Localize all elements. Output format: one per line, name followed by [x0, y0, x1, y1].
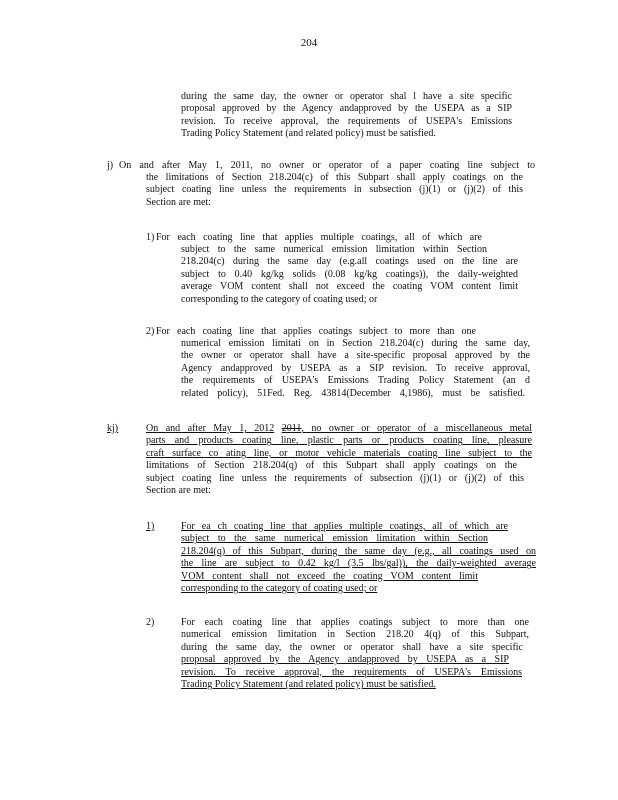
text-line: 218.204(c) during the same day (e.g.all coatings used on the line are — [181, 256, 518, 268]
text-line: the line are subject to 0.42 kg/l (3.5 lbs/gal)), the daily-weighted average — [181, 558, 536, 570]
text-line: For each coating line that applies coatings subject to more than one — [156, 326, 476, 337]
struck-text: 2011 — [281, 423, 302, 434]
text-line: limitations of Section 218.204(q) of this Subpart shall apply coatings on the — [146, 460, 517, 472]
text-line: On and after May 1, 2011, no owner or operator of a paper coating line subject to — [119, 160, 535, 171]
item-k2-label: 2) — [146, 617, 155, 628]
section-k-label-text: kj) — [107, 423, 119, 434]
section-k-intro — [146, 423, 532, 497]
text-line: numerical emission limitati on in Section 218.204(c) during the same day, — [181, 338, 530, 349]
section-k-label — [107, 423, 118, 435]
text-line: Trading Policy Statement (and related policy) must be satisfied. — [181, 128, 436, 140]
text-line: subject to 0.40 kg/kg solids (0.08 kg/kg coatings)), the daily-weighted — [181, 268, 518, 280]
text-line: revision. To receive approval, the requirements of USEPA's Emissions — [181, 666, 522, 678]
text-line: Section are met: — [146, 196, 211, 208]
text-line: Agency andapproved by USEPA as a SIP revision. To receive approval, — [181, 362, 530, 374]
item-j1-label: 1) — [146, 232, 155, 243]
item-j2-label: 2) — [146, 326, 155, 337]
text-line: craft surface co ating line, or motor vehicle materials coating line subject to the — [146, 447, 532, 459]
item-j2-body — [181, 338, 530, 400]
text-line: corresponding to the category of coating used; or — [181, 293, 378, 305]
text-line: revision. To receive approval, the requirements of USEPA's Emissions — [181, 115, 512, 127]
amended-text: , no owner or operator of a miscellaneous metal — [301, 423, 532, 434]
text-line: related policy), 51Fed. Reg. 43814(December 4,1986), must be satisfied. — [181, 387, 525, 399]
text-line: proposal approved by the Agency andapproved by the USEPA as a SIP — [181, 103, 512, 115]
text-line: VOM content shall not exceed the coating VOM content limit — [181, 570, 478, 582]
text-line: corresponding to the category of coating used; or — [181, 583, 378, 595]
text-line: For ea ch coating line that applies multiple coatings, all of which are — [181, 521, 508, 532]
text-line: during the same day, the owner or operator shal l have a site specific — [181, 91, 512, 102]
text-line — [146, 423, 532, 435]
text-line: For each coating line that applies multiple coatings, all of which are — [156, 232, 482, 243]
item-j1-first-line — [156, 232, 482, 244]
text-line: proposal approved by the Agency andapproved by USEPA as a SIP — [181, 654, 509, 666]
section-j-label: j) — [107, 160, 114, 171]
item-k2-body — [181, 617, 529, 691]
text-line: parts and products coating line, plastic parts or products coating line, pleasure — [146, 435, 532, 447]
text-line: For each coating line that applies coatings subject to more than one — [181, 617, 529, 628]
item-k1-label-text: 1) — [146, 521, 155, 532]
section-j-intro — [119, 160, 535, 172]
text-line: Trading Policy Statement (and related policy) must be satisfied. — [181, 679, 436, 691]
item-j1-body — [181, 244, 518, 306]
text-line: subject to the same numerical emission limitation within Section — [181, 244, 487, 255]
item-k1-body — [181, 521, 536, 595]
text-line: the requirements of USEPA's Emissions Trading Policy Statement (an d — [181, 375, 530, 387]
text-line: subject coating line unless the requirements of subsection (j)(1) or (j)(2) of this — [146, 472, 524, 484]
text-line: subject coating line unless the requirements in subsection (j)(1) or (j)(2) of this — [146, 184, 523, 196]
item-k1-label — [146, 521, 154, 533]
continuation-paragraph — [181, 91, 512, 141]
text-line: Section are met: — [146, 485, 211, 497]
item-j2-first-line — [156, 326, 476, 338]
amended-text: On and after May 1, 2012 — [146, 423, 275, 434]
text-line: numerical emission limitation in Section 218.20 4(q) of this Subpart, — [181, 629, 529, 641]
page-number: 204 — [300, 37, 318, 49]
text-line: the limitations of Section 218.204(c) of this Subpart shall apply coatings on the — [146, 172, 523, 183]
text-line: subject to the same numerical emission limitation within Section — [181, 533, 488, 545]
text-line: average VOM content shall not exceed the coating VOM content limit — [181, 281, 518, 293]
text-line: the owner or operator shall have a site-specific proposal approved by the — [181, 350, 530, 362]
section-j-intro-cont — [146, 172, 523, 209]
text-line: during the same day, the owner or operator shall have a site specific — [181, 641, 523, 653]
text-line: 218.204(q) of this Subpart, during the same day (e.g., all coatings used on — [181, 545, 536, 557]
